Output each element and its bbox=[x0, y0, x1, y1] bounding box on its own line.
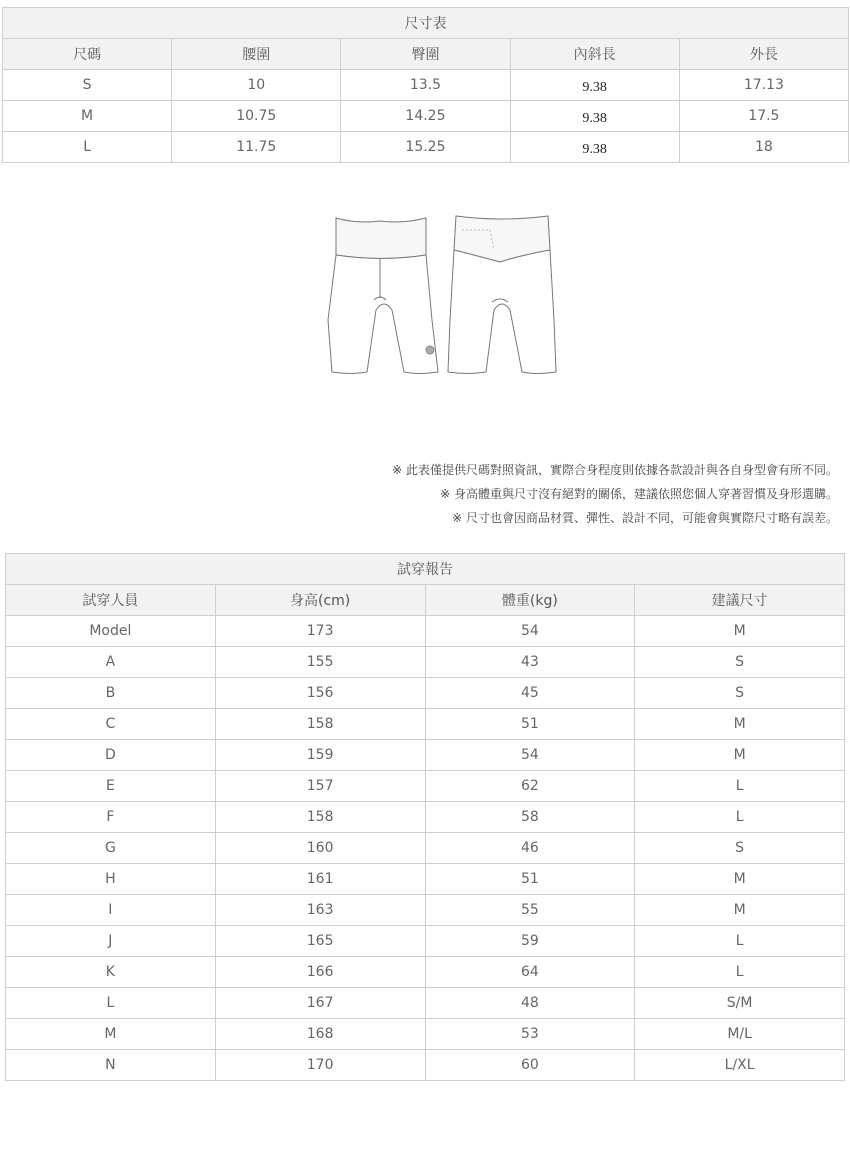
table-cell: 163 bbox=[215, 895, 425, 926]
table-cell: L/XL bbox=[635, 1050, 845, 1081]
fit-report-row bbox=[6, 709, 845, 740]
table-cell: M bbox=[635, 616, 845, 647]
table-cell: K bbox=[6, 957, 216, 988]
table-cell: M bbox=[3, 101, 172, 132]
fit-report-row bbox=[6, 678, 845, 709]
size-notes bbox=[392, 458, 838, 530]
fit-report-row bbox=[6, 740, 845, 771]
table-cell: L bbox=[635, 926, 845, 957]
note-line: ※ 身高體重與尺寸沒有絕對的關係，建議依照您個人穿著習慣及身形選購。 bbox=[440, 487, 838, 501]
table-cell: 15.25 bbox=[341, 132, 510, 163]
table-cell: 13.5 bbox=[341, 70, 510, 101]
table-cell: M bbox=[635, 864, 845, 895]
header-inseam: 內斜長 bbox=[510, 39, 679, 70]
table-cell: 159 bbox=[215, 740, 425, 771]
fit-report-title-row bbox=[6, 554, 845, 585]
header-waist: 腰圍 bbox=[172, 39, 341, 70]
table-cell: 160 bbox=[215, 833, 425, 864]
fit-report-row bbox=[6, 957, 845, 988]
table-cell: 18 bbox=[679, 132, 848, 163]
fit-report-row bbox=[6, 1050, 845, 1081]
fit-report-row bbox=[6, 926, 845, 957]
table-cell: 54 bbox=[425, 740, 635, 771]
table-cell: 155 bbox=[215, 647, 425, 678]
header-outseam: 外長 bbox=[679, 39, 848, 70]
table-cell: 10 bbox=[172, 70, 341, 101]
table-cell: 59 bbox=[425, 926, 635, 957]
table-cell: 158 bbox=[215, 802, 425, 833]
table-cell: L bbox=[635, 802, 845, 833]
table-cell: 9.38 bbox=[510, 101, 679, 132]
table-cell: Model bbox=[6, 616, 216, 647]
table-cell: 156 bbox=[215, 678, 425, 709]
table-cell: 167 bbox=[215, 988, 425, 1019]
table-cell: C bbox=[6, 709, 216, 740]
fit-report-row bbox=[6, 1019, 845, 1050]
size-chart-title: 尺寸表 bbox=[3, 8, 849, 39]
table-cell: L bbox=[635, 771, 845, 802]
table-cell: H bbox=[6, 864, 216, 895]
table-cell: S bbox=[635, 833, 845, 864]
size-chart-row bbox=[3, 70, 849, 101]
fit-report-row bbox=[6, 616, 845, 647]
fit-report-row bbox=[6, 864, 845, 895]
table-cell: 157 bbox=[215, 771, 425, 802]
table-cell: 17.13 bbox=[679, 70, 848, 101]
table-cell: M bbox=[635, 709, 845, 740]
shorts-diagram bbox=[322, 210, 557, 380]
table-cell: 11.75 bbox=[172, 132, 341, 163]
table-cell: M/L bbox=[635, 1019, 845, 1050]
table-cell: S bbox=[635, 678, 845, 709]
table-cell: N bbox=[6, 1050, 216, 1081]
header-tester: 試穿人員 bbox=[6, 585, 216, 616]
table-cell: A bbox=[6, 647, 216, 678]
table-cell: L bbox=[3, 132, 172, 163]
table-cell: 170 bbox=[215, 1050, 425, 1081]
table-cell: 58 bbox=[425, 802, 635, 833]
note-line: ※ 尺寸也會因商品材質、彈性、設計不同，可能會與實際尺寸略有誤差。 bbox=[452, 511, 838, 525]
fit-report-row bbox=[6, 647, 845, 678]
table-cell: D bbox=[6, 740, 216, 771]
table-cell: 158 bbox=[215, 709, 425, 740]
table-cell: 43 bbox=[425, 647, 635, 678]
table-cell: 168 bbox=[215, 1019, 425, 1050]
table-cell: 55 bbox=[425, 895, 635, 926]
size-chart-row bbox=[3, 101, 849, 132]
size-chart-row bbox=[3, 132, 849, 163]
table-cell: 173 bbox=[215, 616, 425, 647]
fit-report-header-row bbox=[6, 585, 845, 616]
shorts-back-view bbox=[448, 216, 556, 374]
table-cell: 51 bbox=[425, 709, 635, 740]
table-cell: 45 bbox=[425, 678, 635, 709]
note-line: ※ 此表僅提供尺碼對照資訊，實際合身程度則依據各款設計與各自身型會有所不同。 bbox=[392, 463, 838, 477]
fit-report-row bbox=[6, 833, 845, 864]
table-cell: M bbox=[6, 1019, 216, 1050]
header-height: 身高(cm) bbox=[215, 585, 425, 616]
table-cell: M bbox=[635, 740, 845, 771]
header-weight: 體重(kg) bbox=[425, 585, 635, 616]
table-cell: 9.38 bbox=[510, 70, 679, 101]
table-cell: 51 bbox=[425, 864, 635, 895]
shorts-front-view bbox=[328, 218, 438, 374]
table-cell: L bbox=[6, 988, 216, 1019]
table-cell: 14.25 bbox=[341, 101, 510, 132]
table-cell: 9.38 bbox=[510, 132, 679, 163]
header-size: 尺碼 bbox=[3, 39, 172, 70]
fit-report-row bbox=[6, 988, 845, 1019]
table-cell: 161 bbox=[215, 864, 425, 895]
table-cell: S bbox=[3, 70, 172, 101]
header-suggested-size: 建議尺寸 bbox=[635, 585, 845, 616]
table-cell: 60 bbox=[425, 1050, 635, 1081]
table-cell: 166 bbox=[215, 957, 425, 988]
fit-report-title: 試穿報告 bbox=[6, 554, 845, 585]
size-chart-header-row bbox=[3, 39, 849, 70]
table-cell: B bbox=[6, 678, 216, 709]
table-cell: 17.5 bbox=[679, 101, 848, 132]
size-chart-title-row bbox=[3, 8, 849, 39]
fit-report-row bbox=[6, 802, 845, 833]
fit-report-row bbox=[6, 895, 845, 926]
table-cell: M bbox=[635, 895, 845, 926]
table-cell: I bbox=[6, 895, 216, 926]
table-cell: L bbox=[635, 957, 845, 988]
table-cell: G bbox=[6, 833, 216, 864]
header-hip: 臀圍 bbox=[341, 39, 510, 70]
table-cell: 64 bbox=[425, 957, 635, 988]
table-cell: 165 bbox=[215, 926, 425, 957]
fit-report-table bbox=[5, 553, 845, 1081]
table-cell: 46 bbox=[425, 833, 635, 864]
table-cell: J bbox=[6, 926, 216, 957]
table-cell: 54 bbox=[425, 616, 635, 647]
table-cell: 53 bbox=[425, 1019, 635, 1050]
table-cell: 48 bbox=[425, 988, 635, 1019]
fit-report-row bbox=[6, 771, 845, 802]
table-cell: E bbox=[6, 771, 216, 802]
table-cell: 10.75 bbox=[172, 101, 341, 132]
size-chart-table bbox=[2, 7, 849, 163]
table-cell: 62 bbox=[425, 771, 635, 802]
table-cell: S/M bbox=[635, 988, 845, 1019]
table-cell: F bbox=[6, 802, 216, 833]
table-cell: S bbox=[635, 647, 845, 678]
